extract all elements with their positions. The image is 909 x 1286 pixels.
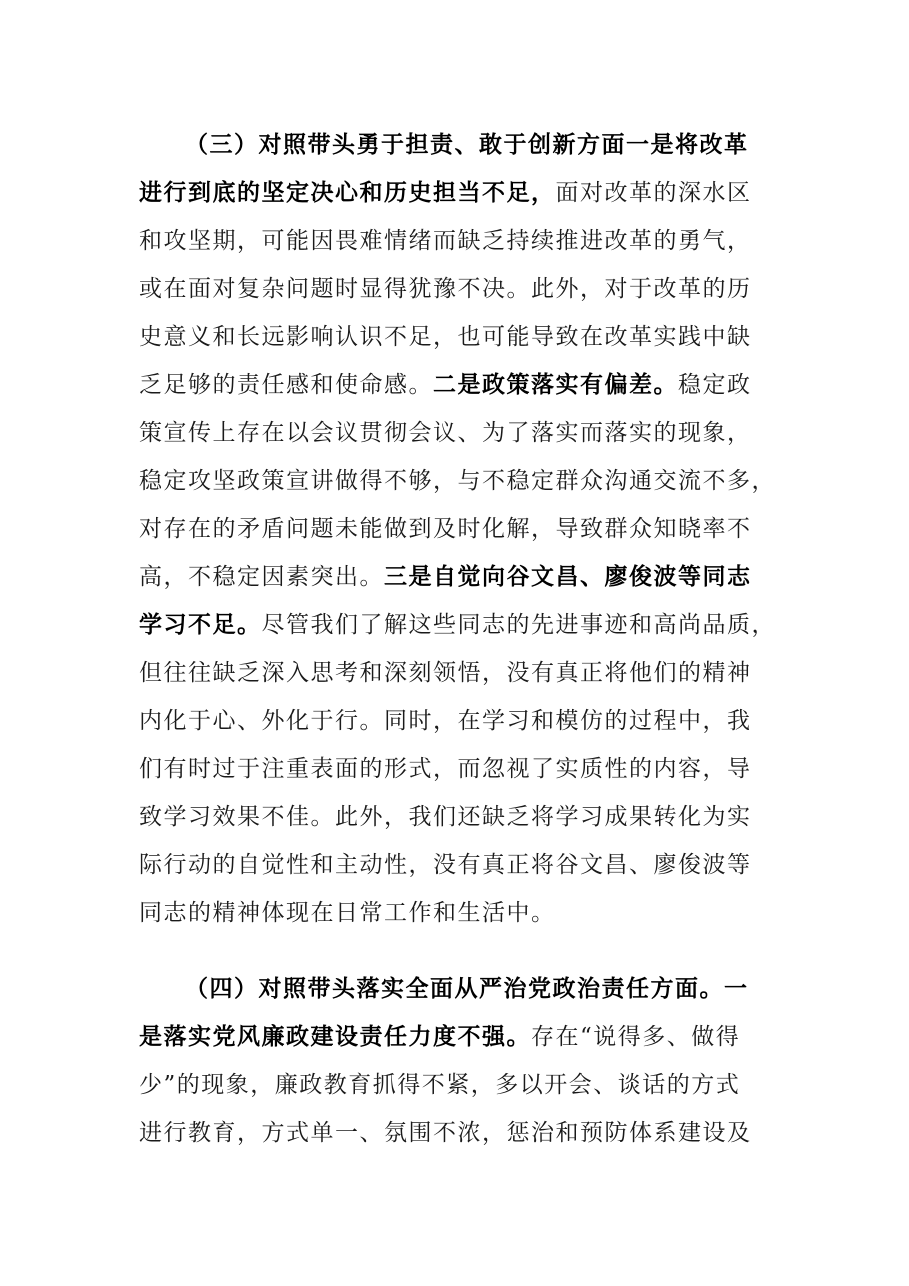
text-run: 对存在的矛盾问题未能做到及时化解，导致群众知晓率不 xyxy=(139,516,752,542)
section3-line-10 xyxy=(139,557,769,597)
text-run: 史意义和长远影响认识不足，也可能导致在改革实践中缺 xyxy=(139,324,752,350)
text-run: 们有时过于注重表面的形式，而忽视了实质性的内容，导 xyxy=(139,756,752,782)
text-run: 际行动的自觉性和主动性，没有真正将谷文昌、廖俊波等 xyxy=(139,852,752,878)
bold-run: 学习不足。 xyxy=(139,612,262,638)
text-run: 稳定攻坚政策宣讲做得不够，与不稳定群众沟通交流不多， xyxy=(139,468,776,494)
section3-line-1 xyxy=(185,125,815,165)
text-run: 存在“说得多、做得 xyxy=(531,1024,741,1050)
bold-run: 二是政策落实有偏差。 xyxy=(433,372,678,398)
text-run: 或在面对复杂问题时显得犹豫不决。此外，对于改革的历 xyxy=(139,276,752,302)
section4-line-4 xyxy=(139,1113,769,1153)
text-run: 高，不稳定因素突出。 xyxy=(139,564,384,590)
text-run: 乏足够的责任感和使命感。 xyxy=(139,372,433,398)
section3-line-6 xyxy=(139,365,769,405)
text-run: 但往往缺乏深入思考和深刻领悟，没有真正将他们的精神 xyxy=(139,660,752,686)
section3-line-7 xyxy=(139,413,769,453)
section3-line-11 xyxy=(139,605,776,645)
section3-line-2 xyxy=(139,173,769,213)
text-run: 策宣传上存在以会议贯彻会议、为了落实而落实的现象， xyxy=(139,420,752,446)
text-run: 同志的精神体现在日常工作和生活中。 xyxy=(139,900,556,926)
section3-line-14 xyxy=(139,749,769,789)
text-run: 尽管我们了解这些同志的先进事迹和高尚品质， xyxy=(261,612,776,638)
section3-line-12 xyxy=(139,653,769,693)
bold-run: 是落实党风廉政建设责任力度不强。 xyxy=(139,1024,531,1050)
section3-line-17 xyxy=(139,893,769,933)
text-run: 进行教育，方式单一、氛围不浓，惩治和预防体系建设及 xyxy=(139,1120,752,1146)
section3-line-5 xyxy=(139,317,769,357)
bold-run: 进行到底的坚定决心和历史担当不足， xyxy=(139,180,556,206)
section3-line-8 xyxy=(139,461,776,501)
section3-line-13 xyxy=(139,701,769,741)
section4-line-2 xyxy=(139,1017,769,1057)
text-run: 稳定政 xyxy=(678,372,752,398)
text-run: 少”的现象，廉政教育抓得不紧，多以开会、谈话的方式 xyxy=(139,1072,741,1098)
section3-line-9 xyxy=(139,509,769,549)
text-run: 和攻坚期，可能因畏难情绪而缺乏持续推进改革的勇气， xyxy=(139,228,752,254)
text-run: 致学习效果不佳。此外，我们还缺乏将学习成果转化为实 xyxy=(139,804,752,830)
section4-line-3 xyxy=(139,1065,769,1105)
section3-line-15 xyxy=(139,797,769,837)
text-run: 内化于心、外化于行。同时，在学习和模仿的过程中，我 xyxy=(139,708,752,734)
section3-line-4 xyxy=(139,269,769,309)
section4-line-1 xyxy=(185,969,815,1009)
bold-run: 三是自觉向谷文昌、廖俊波等同志 xyxy=(384,564,752,590)
bold-run: （三）对照带头勇于担责、敢于创新方面一是将改革 xyxy=(185,132,749,158)
text-run: 面对改革的深水区 xyxy=(555,180,752,206)
section3-line-3 xyxy=(139,221,769,261)
section3-line-16 xyxy=(139,845,769,885)
bold-run: （四）对照带头落实全面从严治党政治责任方面。一 xyxy=(185,976,749,1002)
